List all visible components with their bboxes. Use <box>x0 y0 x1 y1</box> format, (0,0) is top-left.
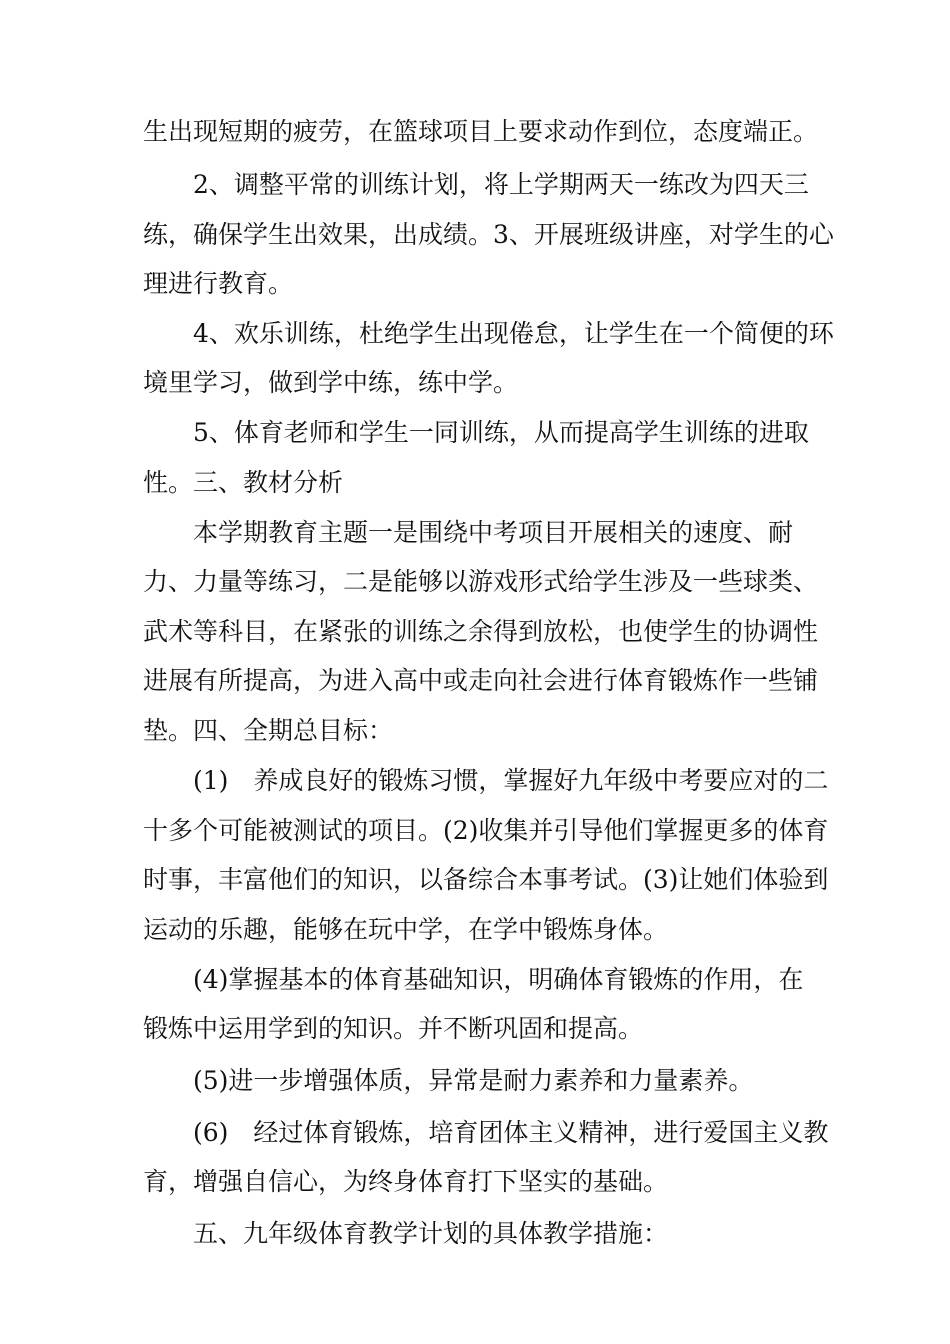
text-line: 5、体育老师和学生一同训练，从而提高学生训练的进取 <box>193 418 809 447</box>
text-line: 力、力量等练习，二是能够以游戏形式给学生涉及一些球类、 <box>143 567 819 596</box>
text-line: 生出现短期的疲劳，在篮球项目上要求动作到位，态度端正。 <box>143 117 819 146</box>
text-line: 性。三、教材分析 <box>143 468 344 497</box>
text-line: 时事，丰富他们的知识，以备综合本事考试。(3)让她们体验到 <box>143 865 829 894</box>
text-line: (4)掌握基本的体育基础知识，明确体育锻炼的作用，在 <box>193 965 804 994</box>
text-line: 武术等科目，在紧张的训练之余得到放松，也使学生的协调性 <box>143 617 819 646</box>
text-line: 理进行教育。 <box>143 269 294 298</box>
text-line: 进展有所提高，为进入高中或走向社会进行体育锻炼作一些铺 <box>143 666 819 695</box>
text-line: (6) 经过体育锻炼，培育团体主义精神，进行爱国主义教 <box>193 1118 829 1147</box>
text-line: (1) 养成良好的锻炼习惯，掌握好九年级中考要应对的二 <box>193 766 829 795</box>
text-line: 练，确保学生出效果，出成绩。3、开展班级讲座，对学生的心 <box>143 220 834 249</box>
text-line: 锻炼中运用学到的知识。并不断巩固和提高。 <box>143 1014 644 1043</box>
text-line: 十多个可能被测试的项目。(2)收集并引导他们掌握更多的体育 <box>143 816 829 845</box>
text-line: 五、九年级体育教学计划的具体教学措施： <box>193 1219 669 1248</box>
text-line: 育，增强自信心，为终身体育打下坚实的基础。 <box>143 1167 669 1196</box>
text-line: (5)进一步增强体质，异常是耐力素养和力量素养。 <box>193 1066 754 1095</box>
text-line: 4、欢乐训练，杜绝学生出现倦怠，让学生在一个简便的环 <box>193 319 834 348</box>
text-line: 本学期教育主题一是围绕中考项目开展相关的速度、耐 <box>193 518 794 547</box>
text-line: 2、调整平常的训练计划，将上学期两天一练改为四天三 <box>193 170 809 199</box>
text-line: 运动的乐趣，能够在玩中学，在学中锻炼身体。 <box>143 915 669 944</box>
text-line: 境里学习，做到学中练，练中学。 <box>143 368 519 397</box>
text-line: 垫。四、全期总目标： <box>143 716 394 745</box>
